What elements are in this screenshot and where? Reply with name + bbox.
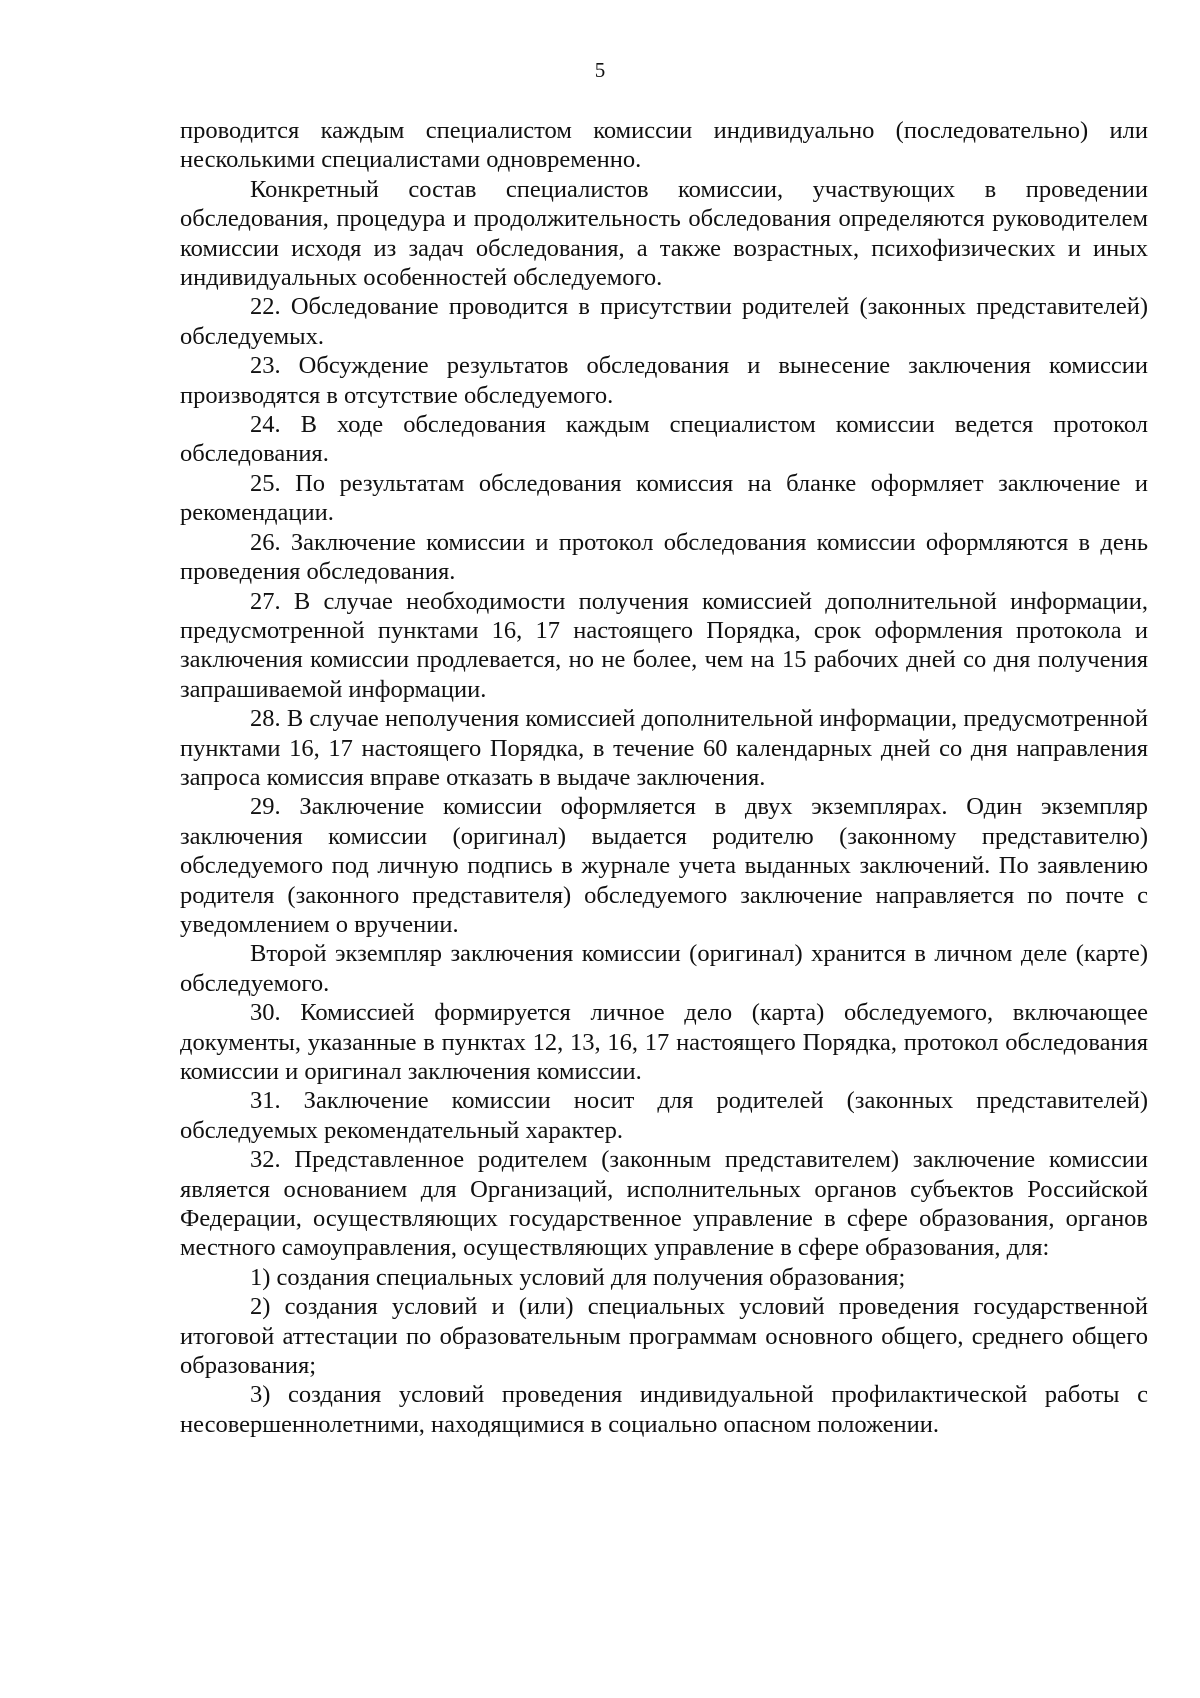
paragraph-item-28: 28. В случае неполучения комиссией дополнительной информации, предусмотренной пунктами 16, 17 настоящего Порядка, в течение 60 календарных дней со дня направления запроса комиссия вправе отказать в выдаче заключения. bbox=[180, 705, 1148, 791]
page-number: 5 bbox=[594, 58, 606, 82]
paragraph-item-24: 24. В ходе обследования каждым специалистом комиссии ведется протокол обследования. bbox=[180, 411, 1148, 468]
paragraph-second-copy: Второй экземпляр заключения комиссии (оригинал) хранится в личном деле (карте) обследуемого. bbox=[180, 940, 1148, 997]
paragraph-item-29: 29. Заключение комиссии оформляется в двух экземплярах. Один экземпляр заключения комиссии (оригинал) выдается родителю (законному представителю) обследуемого под личную подпись в журнале учета выданных заключений. По заявлению родителя (законного представителя) обследуемого заключение направляется по почте с уведомлением о вручении. bbox=[180, 793, 1148, 938]
paragraph-item-26: 26. Заключение комиссии и протокол обследования комиссии оформляются в день проведения обследования. bbox=[180, 528, 1148, 586]
paragraph-item-30: 30. Комиссией формируется личное дело (карта) обследуемого, включающее документы, указанные в пунктах 12, 13, 16, 17 настоящего Порядка, протокол обследования комиссии и оригинал заключения комиссии. bbox=[180, 999, 1148, 1085]
paragraph-item-27: 27. В случае необходимости получения комиссией дополнительной информации, предусмотренной пунктами 16, 17 настоящего Порядка, срок оформления протокола и заключения комиссии продлевается, но не более, чем на 15 рабочих дней со дня получения запрашиваемой информации. bbox=[180, 587, 1148, 703]
list-item-1: 1) создания специальных условий для получения образования; bbox=[250, 1263, 906, 1291]
paragraph-item-32: 32. Представленное родителем (законным представителем) заключение комиссии является основанием для Организаций, исполнительных органов субъектов Российской Федерации, осуществляющих государственное управление в сфере образования, органов местного самоуправления, осуществляющих управление в сфере образования, для: bbox=[180, 1146, 1148, 1262]
paragraph-commission-composition: Конкретный состав специалистов комиссии, участвующих в проведении обследования, процедура и продолжительность обследования определяются руководителем комиссии исходя из задач обследования, а также возрастных, психофизических и иных индивидуальных особенностей обследуемого. bbox=[180, 175, 1148, 292]
list-item-2: 2) создания условий и (или) специальных условий проведения государственной итоговой аттестации по образовательным программам основного общего, среднего общего образования; bbox=[180, 1293, 1148, 1380]
paragraph-item-31: 31. Заключение комиссии носит для родителей (законных представителей) обследуемых рекомендательный характер. bbox=[180, 1087, 1148, 1144]
paragraph-item-25: 25. По результатам обследования комиссия на бланке оформляет заключение и рекомендации. bbox=[180, 469, 1148, 527]
paragraph-item-22: 22. Обследование проводится в присутствии родителей (законных представителей) обследуемых. bbox=[180, 293, 1148, 350]
document-body bbox=[180, 116, 1148, 1439]
list-item-3: 3) создания условий проведения индивидуальной профилактической работы с несовершеннолетними, находящимися в социально опасном положении. bbox=[180, 1381, 1148, 1438]
paragraph-item-23: 23. Обсуждение результатов обследования и вынесение заключения комиссии производятся в отсутствие обследуемого. bbox=[180, 352, 1148, 409]
paragraph-continuation: проводится каждым специалистом комиссии индивидуально (последовательно) или несколькими специалистами одновременно. bbox=[180, 117, 1148, 174]
